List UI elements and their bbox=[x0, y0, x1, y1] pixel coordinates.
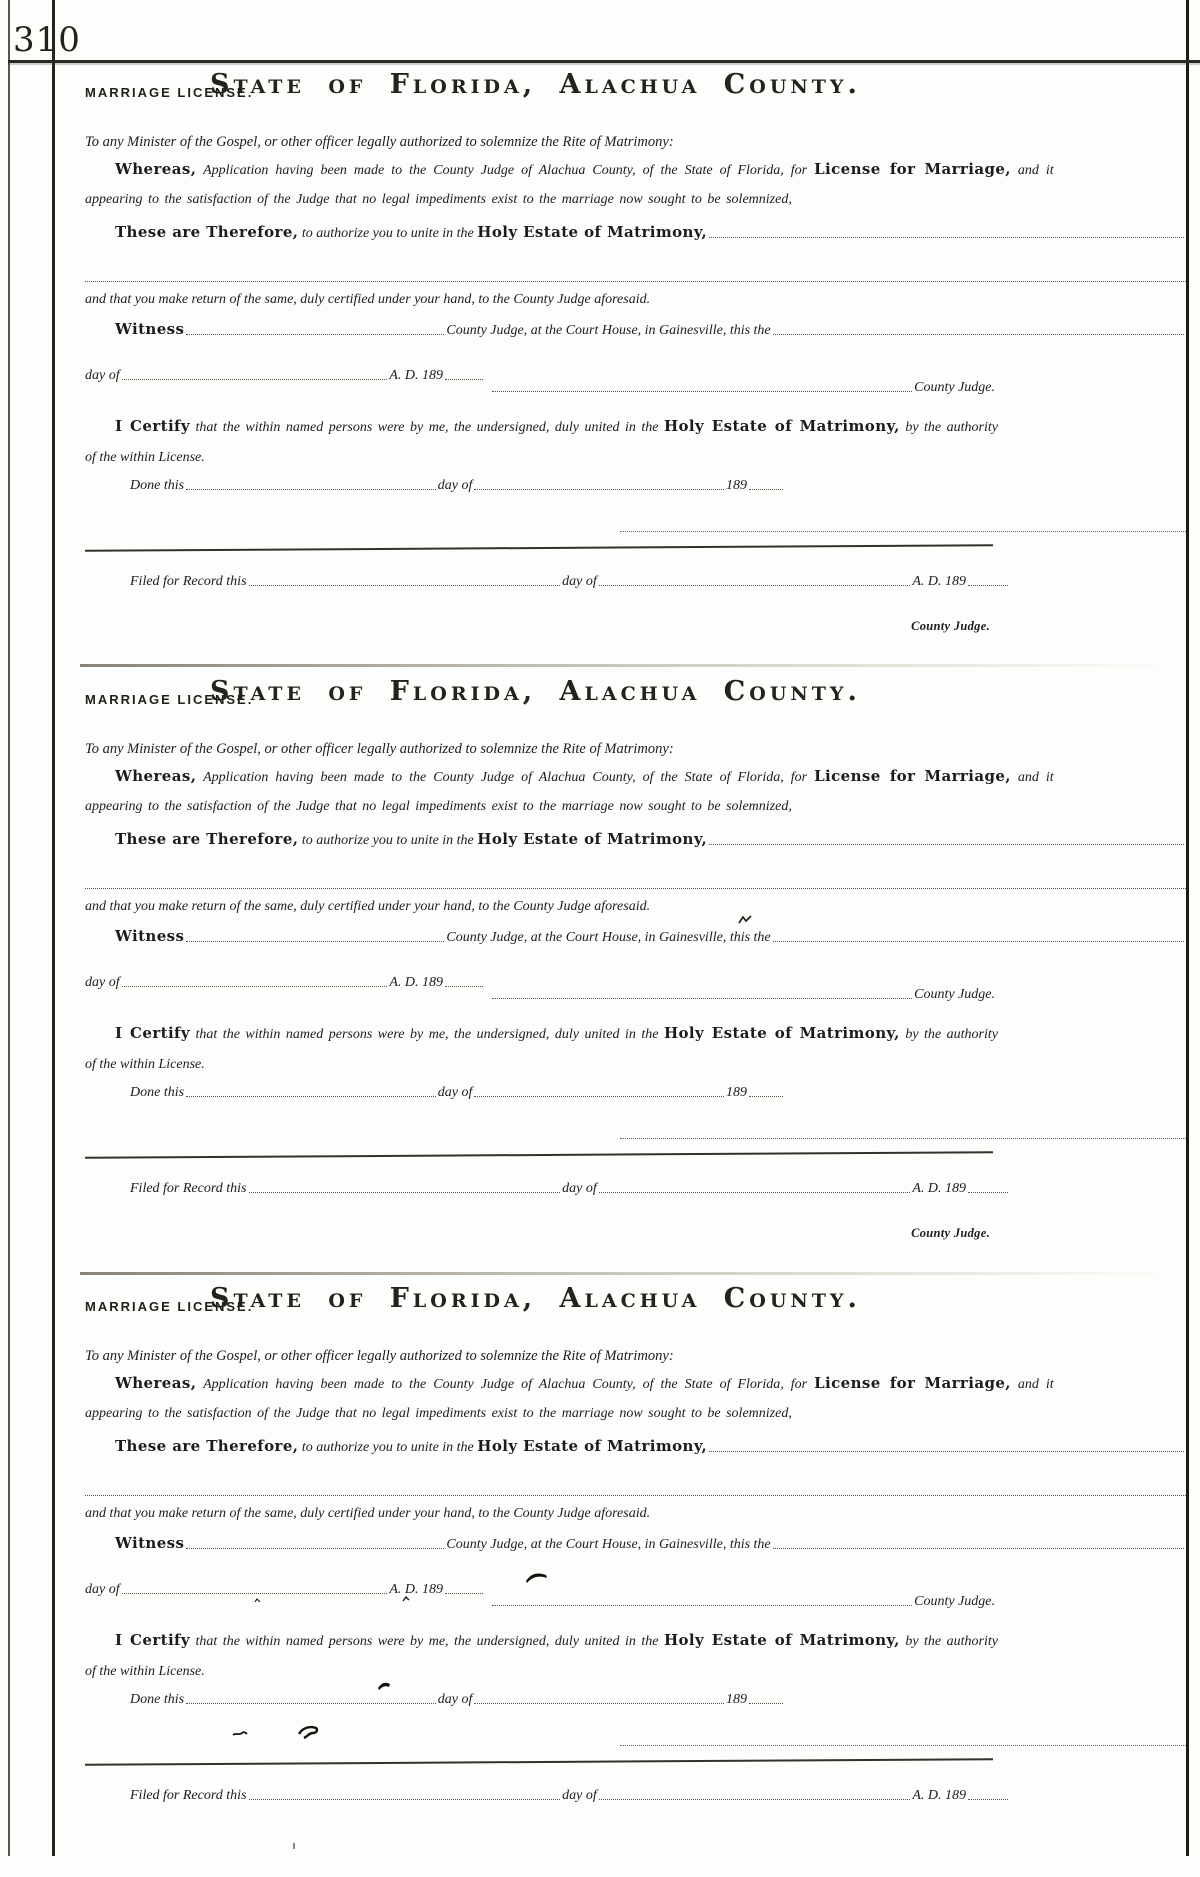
blank-fill-line bbox=[474, 488, 724, 490]
witness-text: County Judge, at the Court House, in Gainesville, this the bbox=[446, 930, 771, 945]
certify-line: I Certify that the within named persons were by me, the undersigned, duly united in the Holy Estate of Matrimony, by the authority bbox=[115, 1024, 998, 1042]
filed-for-record-line: Filed for Record this day of A. D. 189 bbox=[130, 574, 1010, 590]
license-for-marriage-phrase: License for Marriage, bbox=[814, 1374, 1011, 1392]
therefore-line: These are Therefore, to authorize you to unite in the Holy Estate of Matrimony, bbox=[85, 223, 1186, 242]
blank-fill-line bbox=[249, 1798, 561, 1800]
certify-line: I Certify that the within named persons were by me, the undersigned, duly united in the Holy Estate of Matrimony, by the authority bbox=[115, 417, 998, 435]
anno-domini: A. D. 189 bbox=[912, 574, 966, 589]
blank-fill-line bbox=[186, 333, 444, 335]
addressee-line: To any Minister of the Gospel, or other officer legally authorized to solemnize the Rite of Matrimony: bbox=[85, 1348, 674, 1364]
county-judge-label: County Judge. bbox=[914, 1594, 995, 1609]
anno-domini: A. D. 189 bbox=[389, 1582, 443, 1597]
blank-fill-line bbox=[186, 1547, 444, 1549]
witness-line bbox=[85, 320, 1186, 339]
anno-domini: A. D. 189 bbox=[912, 1181, 966, 1196]
marriage-license-label: MARRIAGE LICENSE. bbox=[85, 692, 254, 707]
witness-line bbox=[85, 1534, 1186, 1553]
certify-line: I Certify that the within named persons were by me, the undersigned, duly united in the Holy Estate of Matrimony, by the authority bbox=[115, 1631, 998, 1649]
these-are-therefore-phrase: These are Therefore, bbox=[115, 830, 299, 848]
page-number: 310 bbox=[13, 20, 81, 60]
whereas-line: Whereas, Application having been made to the County Judge of Alachua County, of the State of Florida, for License for Marriage, and it bbox=[115, 160, 1054, 178]
anno-domini: A. D. 189 bbox=[389, 975, 443, 990]
ink-mark bbox=[738, 915, 752, 925]
blank-fill-line bbox=[85, 887, 1186, 889]
license-for-marriage-phrase: License for Marriage, bbox=[814, 160, 1011, 178]
marriage-license-form bbox=[60, 63, 1188, 663]
signature-fill-line bbox=[620, 1137, 1186, 1139]
blank-fill-line bbox=[773, 940, 1184, 942]
witness-word: Witness bbox=[115, 320, 185, 338]
blank-fill-line bbox=[249, 584, 561, 586]
whereas-line: Whereas, Application having been made to the County Judge of Alachua County, of the State of Florida, for License for Marriage, and it bbox=[115, 767, 1054, 785]
blank-fill-line bbox=[749, 1095, 783, 1097]
form-separator bbox=[80, 664, 1170, 667]
ink-mark bbox=[376, 1680, 392, 1691]
blank-fill-line bbox=[85, 1494, 1186, 1496]
blank-fill-line bbox=[186, 1702, 436, 1704]
blank-fill-line bbox=[968, 584, 1008, 586]
filed-for-record-line: Filed for Record this day of A. D. 189 bbox=[130, 1181, 1010, 1197]
signature-fill-line bbox=[492, 390, 912, 392]
marriage-license-form bbox=[60, 670, 1188, 1270]
return-line: and that you make return of the same, duly certified under your hand, to the County Judge aforesaid. bbox=[85, 292, 651, 307]
blank-fill-line bbox=[474, 1702, 724, 1704]
blank-fill-line bbox=[474, 1095, 724, 1097]
whereas-line: Whereas, Application having been made to the County Judge of Alachua County, of the State of Florida, for License for Marriage, and it bbox=[115, 1374, 1054, 1392]
therefore-line: These are Therefore, to authorize you to unite in the Holy Estate of Matrimony, bbox=[85, 1437, 1186, 1456]
blank-fill-line bbox=[186, 940, 444, 942]
blank-fill-line bbox=[249, 1191, 561, 1193]
left-margin-rule-inner bbox=[52, 0, 55, 1856]
marriage-license-label: MARRIAGE LICENSE. bbox=[85, 1299, 254, 1314]
within-license-line: of the within License. bbox=[85, 1664, 205, 1679]
whereas-word: Whereas, bbox=[115, 767, 197, 785]
return-line: and that you make return of the same, duly certified under your hand, to the County Judge aforesaid. bbox=[85, 1506, 651, 1521]
witness-text: County Judge, at the Court House, in Gainesville, this the bbox=[446, 1537, 771, 1552]
signature-fill-line bbox=[620, 1744, 1186, 1746]
form-title: State of Florida, Alachua County. bbox=[210, 1283, 861, 1314]
within-license-line: of the within License. bbox=[85, 1057, 205, 1072]
witness-word: Witness bbox=[115, 927, 185, 945]
license-for-marriage-phrase: License for Marriage, bbox=[814, 767, 1011, 785]
signature-fill-line bbox=[620, 530, 1186, 532]
date-line: day of A. D. 189 bbox=[85, 975, 485, 991]
marriage-license-label: MARRIAGE LICENSE. bbox=[85, 85, 254, 100]
witness-word: Witness bbox=[115, 1534, 185, 1552]
done-this-line: Done this day of 189 bbox=[130, 1692, 785, 1708]
witness-text: County Judge, at the Court House, in Gainesville, this the bbox=[446, 323, 771, 338]
blank-fill-line bbox=[122, 378, 388, 380]
left-margin-rule-outer bbox=[8, 0, 10, 1856]
blank-fill-line bbox=[122, 1592, 388, 1594]
ink-mark bbox=[254, 1598, 261, 1604]
blank-fill-line bbox=[773, 1547, 1184, 1549]
holy-estate-phrase: Holy Estate of Matrimony, bbox=[663, 417, 900, 435]
holy-estate-phrase: Holy Estate of Matrimony, bbox=[477, 830, 708, 848]
marriage-license-form bbox=[60, 1277, 1188, 1877]
addressee-line: To any Minister of the Gospel, or other officer legally authorized to solemnize the Rite of Matrimony: bbox=[85, 134, 674, 150]
i-certify-phrase: I Certify bbox=[115, 417, 191, 435]
blank-fill-line bbox=[186, 1095, 436, 1097]
within-license-line: of the within License. bbox=[85, 450, 205, 465]
county-judge-signature-line bbox=[490, 380, 995, 396]
done-this-line: Done this day of 189 bbox=[130, 1085, 785, 1101]
record-divider-rule bbox=[85, 1758, 993, 1766]
return-line: and that you make return of the same, duly certified under your hand, to the County Judge aforesaid. bbox=[85, 899, 651, 914]
blank-fill-line bbox=[749, 488, 783, 490]
county-judge-signature-line bbox=[490, 1594, 995, 1610]
county-judge-signature-line bbox=[490, 987, 995, 1003]
holy-estate-phrase: Holy Estate of Matrimony, bbox=[477, 223, 708, 241]
date-line: day of A. D. 189 bbox=[85, 1582, 485, 1598]
ink-mark bbox=[292, 1842, 297, 1850]
date-line: day of A. D. 189 bbox=[85, 368, 485, 384]
whereas-word: Whereas, bbox=[115, 160, 197, 178]
blank-fill-line bbox=[186, 488, 436, 490]
form-title: State of Florida, Alachua County. bbox=[210, 676, 861, 707]
ink-mark bbox=[232, 1730, 248, 1738]
addressee-line: To any Minister of the Gospel, or other officer legally authorized to solemnize the Rite of Matrimony: bbox=[85, 741, 674, 757]
blank-fill-line bbox=[599, 1191, 911, 1193]
ink-mark bbox=[524, 1570, 550, 1584]
therefore-line: These are Therefore, to authorize you to unite in the Holy Estate of Matrimony, bbox=[85, 830, 1186, 849]
i-certify-phrase: I Certify bbox=[115, 1631, 191, 1649]
appearing-line: appearing to the satisfaction of the Judge that no legal impediments exist to the marriage now sought to be solemnized, bbox=[85, 1406, 792, 1421]
blank-fill-line bbox=[749, 1702, 783, 1704]
ink-mark bbox=[296, 1724, 320, 1740]
blank-fill-line bbox=[599, 584, 911, 586]
holy-estate-phrase: Holy Estate of Matrimony, bbox=[477, 1437, 708, 1455]
these-are-therefore-phrase: These are Therefore, bbox=[115, 1437, 299, 1455]
these-are-therefore-phrase: These are Therefore, bbox=[115, 223, 299, 241]
record-divider-rule bbox=[85, 1151, 993, 1159]
signature-fill-line bbox=[492, 1604, 912, 1606]
form-title: State of Florida, Alachua County. bbox=[210, 69, 861, 100]
holy-estate-phrase: Holy Estate of Matrimony, bbox=[663, 1631, 900, 1649]
county-judge-label: County Judge. bbox=[914, 987, 995, 1002]
blank-fill-line bbox=[85, 280, 1186, 282]
blank-fill-line bbox=[445, 1592, 483, 1594]
record-divider-rule bbox=[85, 544, 993, 552]
whereas-word: Whereas, bbox=[115, 1374, 197, 1392]
form-separator bbox=[80, 1272, 1170, 1275]
i-certify-phrase: I Certify bbox=[115, 1024, 191, 1042]
ink-mark bbox=[402, 1596, 411, 1603]
blank-fill-line bbox=[599, 1798, 911, 1800]
blank-fill-line bbox=[445, 985, 483, 987]
blank-fill-line bbox=[445, 378, 483, 380]
filed-for-record-line: Filed for Record this day of A. D. 189 bbox=[130, 1788, 1010, 1804]
anno-domini: A. D. 189 bbox=[389, 368, 443, 383]
anno-domini: A. D. 189 bbox=[912, 1788, 966, 1803]
filed-county-judge-label: County Judge. bbox=[911, 1226, 990, 1240]
blank-fill-line bbox=[968, 1191, 1008, 1193]
appearing-line: appearing to the satisfaction of the Judge that no legal impediments exist to the marriage now sought to be solemnized, bbox=[85, 799, 792, 814]
blank-fill-line bbox=[122, 985, 388, 987]
witness-line bbox=[85, 927, 1186, 946]
filed-county-judge-label: County Judge. bbox=[911, 619, 990, 633]
blank-fill-line bbox=[968, 1798, 1008, 1800]
blank-fill-line bbox=[773, 333, 1184, 335]
signature-fill-line bbox=[492, 997, 912, 999]
appearing-line: appearing to the satisfaction of the Judge that no legal impediments exist to the marriage now sought to be solemnized, bbox=[85, 192, 792, 207]
holy-estate-phrase: Holy Estate of Matrimony, bbox=[663, 1024, 900, 1042]
blank-fill-line bbox=[709, 843, 1184, 845]
county-judge-label: County Judge. bbox=[914, 380, 995, 395]
blank-fill-line bbox=[709, 1450, 1184, 1452]
done-this-line: Done this day of 189 bbox=[130, 478, 785, 494]
blank-fill-line bbox=[709, 236, 1184, 238]
